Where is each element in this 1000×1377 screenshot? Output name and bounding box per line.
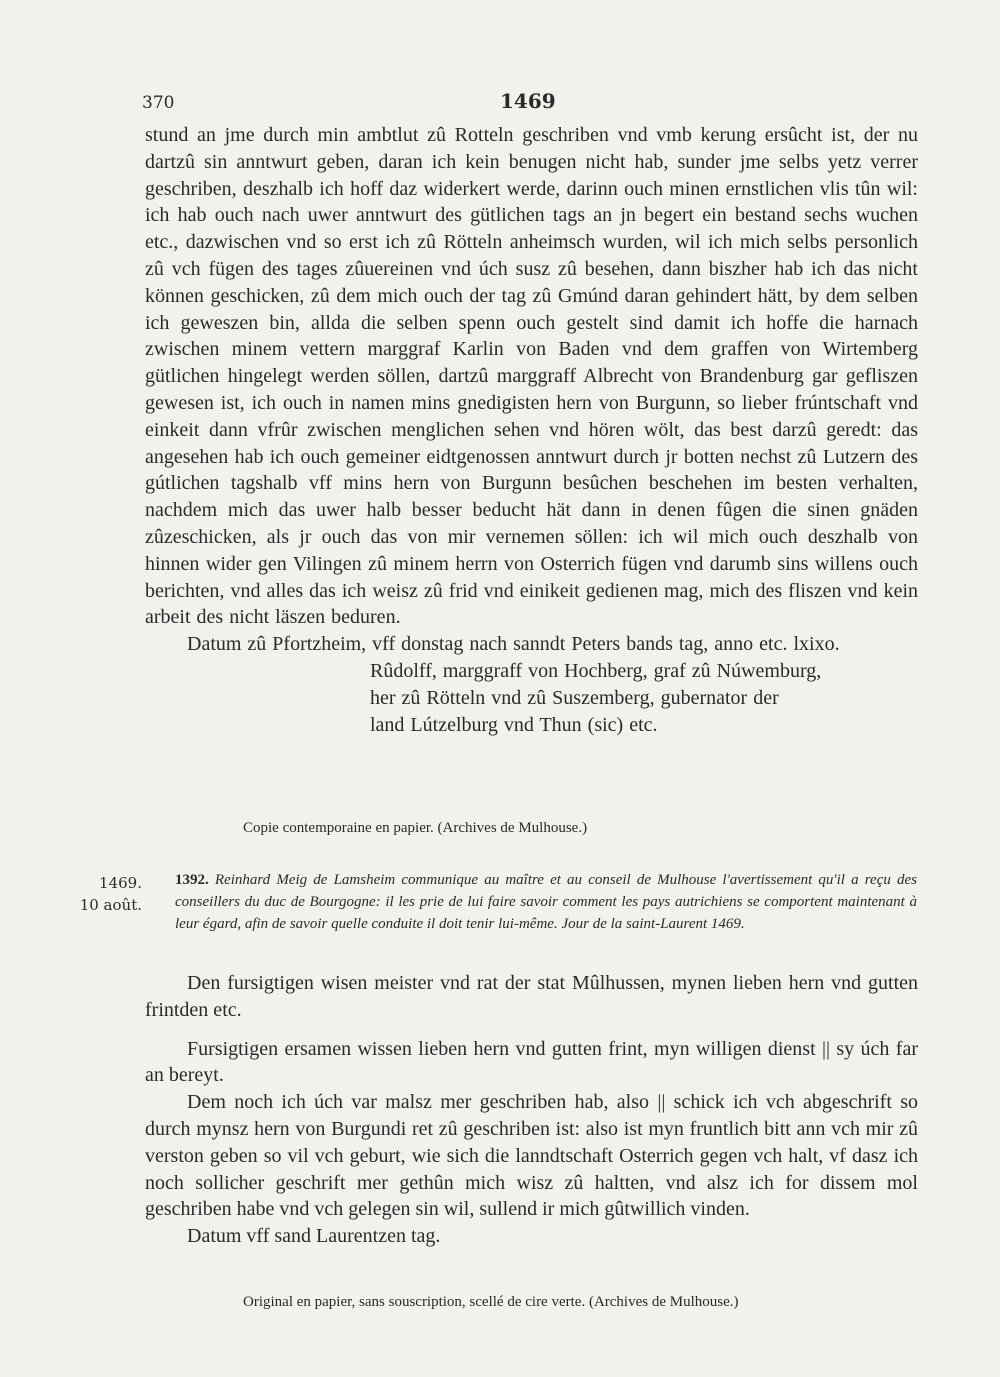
margin-date	[72, 872, 142, 916]
summary-text: Reinhard Meig de Lamsheim communique au maître et au conseil de Mulhouse l'avertissement qu'il a reçu des conseillers du duc de Bourgogne: il les prie de lui faire savoir comment les pays autrichiens se comportent maintenant à leur égard, afin de savoir quelle conduite il doit tenir lui-même. Jour de la saint-Laurent 1469.	[175, 872, 918, 932]
margin-year: 1469.	[99, 874, 142, 892]
signature-line: land Lútzelburg vnd Thun (sic) etc.	[370, 713, 658, 736]
margin-day: 10 août.	[79, 896, 142, 914]
signature-line: Rûdolff, marggraff von Hochberg, graf zû Núwemburg,	[370, 659, 822, 682]
letter-greeting: Fursigtigen ersamen wissen lieben hern vnd gutten frint, myn willigen dienst || sy úch far an bereyt.	[145, 1037, 918, 1087]
letter-dating: Datum vff sand Laurentzen tag.	[187, 1225, 441, 1248]
source-note: Original en papier, sans souscription, scellé de cire verte. (Archives de Mulhouse.)	[243, 1294, 739, 1310]
document-summary	[175, 869, 917, 935]
previous-letter	[145, 122, 918, 738]
letter-paragraph: Dem noch ich úch var malsz mer geschriben hab, also || schick ich vch abgeschrift so durch mynsz hern von Burgundi ret zû geschriben ist: also ist myn fruntlich bitt ann vch mir zû verston geben so vil vch geburt, wie sich die lanndtschaft Osterrich gegen vch halt, vf dasz ich noch sollicher geschrift mer gethûn mich wisz zû haltten, vnd alsz ich for dissem mol geschriben habe vnd vch gelegen sin wil, sullend ir mich gûtwillich vinden.	[145, 1091, 918, 1221]
letter-body	[145, 970, 918, 1250]
running-year: 1469	[500, 89, 556, 113]
source-note: Copie contemporaine en papier. (Archives de Mulhouse.)	[243, 820, 588, 836]
letter-address: Den fursigtigen wisen meister vnd rat der stat Mûlhussen, mynen lieben hern vnd gutten frintden etc.	[145, 972, 918, 1021]
signature-line: her zû Rötteln vnd zû Suszemberg, gubernator der	[370, 686, 779, 709]
letter-dating: Datum zû Pfortzheim, vff donstag nach sanndt Peters bands tag, anno etc. lxixo.	[187, 633, 840, 656]
letter-paragraph: stund an jme durch min ambtlut zû Rotteln geschriben vnd vmb kerung ersûcht ist, der nu dartzû sin anntwurt geben, daran ich kein benugen nicht hab, sunder jme selbs yetz verrer geschriben, deszhalb ich hoff daz widerkert werde, darinn ouch minen ernstlichen vlis tûn wil: ich hab ouch nach uwer anntwurt des gütlichen tags an jn begert ein bestand sechs wuchen etc., dazwischen vnd so erst ich zû Rötteln anheimsch wurden, wil ich mich selbs personlich zû vch fügen des tages zûuereinen vnd úch susz zû besehen, dann biszher hab ich das nicht können geschicken, zû dem mich ouch der tag zû Gmúnd daran gehindert hätt, by dem selben ich geweszen bin, allda die selben spenn ouch gestelt sind damit ich hoffe die harnach zwischen minem vettern marggraf Karlin von Baden vnd dem graffen von Wirtemberg gütlichen hingelegt werden söllen, dartzû marggraff Albrecht von Brandenburg gar gefliszen gewesen ist, ich ouch in namen mins gnedigisten hern von Burgunn, so lieber frúntschaft vnd einkeit dann vfrûr zwischen menglichen sehen vnd hören wölt, das best darzû geredt: das angesehen hab ich ouch gemeiner eidtgenossen anntwurt durch jr botten nechst zû Lutzern des gútlichen tagshalb vff mins hern von Burgunn besûchen beschehen im besten verhalten, nachdem mich das uwer halb besser beducht hät dann in denen fûgen die sinen gnäden zûzeschicken, als jr ouch das von mir vernemen söllen: ich wil mich ouch deszhalb von hinnen wider gen Vilingen zû minem herrn von Osterrich fügen vnd darumb sins willens ouch berichten, vnd alles das ich weisz zû frid vnd einikeit gedienen mag, mich des fliszen vnd kein arbeit des nicht läszen beduren.	[145, 124, 918, 629]
page-number: 370	[142, 93, 175, 113]
document-number: 1392.	[175, 872, 209, 888]
